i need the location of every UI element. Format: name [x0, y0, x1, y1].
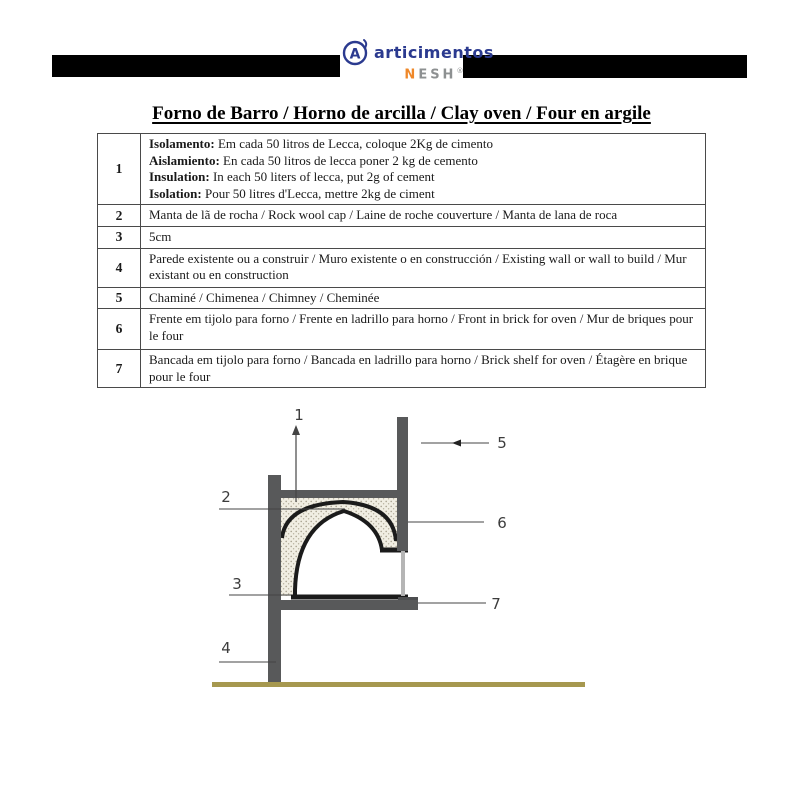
diagram-label-7: 7 [491, 595, 501, 613]
table-row [98, 226, 705, 248]
logo-subbrand-text [404, 63, 463, 83]
logo-subbrand-n: N [404, 67, 419, 83]
table-row [98, 308, 705, 349]
diagram-label-2: 2 [221, 488, 231, 506]
row-number: 5 [98, 288, 141, 309]
arrow-up-icon [292, 425, 300, 435]
top-cap [281, 490, 399, 498]
row1-line-en: Insulation: In each 50 liters of lecca, put 2g of cement [149, 169, 435, 184]
row-content: 5cm [149, 229, 172, 244]
header-bar-left [52, 55, 340, 77]
row-content: Parede existente ou a construir / Muro existente o en construcción / Existing wall or wall to build / Mur existant ou en construction [149, 250, 687, 282]
row-content: Frente em tijolo para forno / Frente en ladrillo para horno / Front in brick for oven / Mur de briques pour le four [149, 311, 694, 343]
diagram-label-1: 1 [294, 406, 304, 424]
ground-line [212, 682, 585, 687]
oven-section-diagram [180, 390, 600, 720]
arrow-left-icon [452, 440, 461, 447]
logo [341, 36, 494, 83]
registered-mark: ® [456, 67, 464, 75]
row-number: 3 [98, 227, 141, 248]
diagram-label-3: 3 [232, 575, 242, 593]
table-row [98, 134, 705, 204]
diagram-label-6: 6 [497, 514, 507, 532]
header-bar-right [463, 55, 747, 78]
row1-line-fr: Isolation: Pour 50 litres d'Lecca, mettre 2kg de ciment [149, 185, 435, 201]
table-row [98, 349, 705, 387]
row-number: 4 [98, 249, 141, 287]
page-title: Forno de Barro / Horno de arcilla / Clay oven / Four en argile [152, 103, 651, 124]
logo-subbrand-esh: ESH [418, 67, 457, 83]
mouth-edge [401, 551, 405, 596]
row1-line-es: Aislamiento: En cada 50 litros de lecca poner 2 kg de cemento [149, 152, 478, 168]
row-content: Manta de lã de rocha / Rock wool cap / Laine de roche couverture / Manta de lana de roca [149, 207, 618, 222]
table-row [98, 248, 705, 287]
row-content [141, 134, 705, 204]
row-content: Bancada em tijolo para forno / Bancada en ladrillo para horno / Brick shelf for oven / Étagère en brique pour le four [149, 352, 688, 384]
logo-brand-text: articimentos [374, 43, 494, 62]
left-wall [268, 475, 281, 683]
chimney-wall [397, 417, 408, 551]
diagram-label-5: 5 [497, 434, 507, 452]
logo-monogram-icon [341, 36, 371, 70]
row-number: 7 [98, 350, 141, 387]
diagram-label-4: 4 [221, 639, 231, 657]
table-row [98, 287, 705, 309]
row-content: Chaminé / Chimenea / Chimney / Cheminée [149, 289, 380, 305]
row-number: 2 [98, 205, 141, 226]
spec-table [97, 133, 706, 388]
logo-monogram-letter: A [349, 46, 361, 63]
brick-bench [281, 600, 418, 610]
row-number: 6 [98, 309, 141, 349]
table-row [98, 204, 705, 226]
row-number: 1 [98, 134, 141, 204]
row1-line-pt: Isolamento: Em cada 50 litros de Lecca, coloque 2Kg de cimento [149, 136, 494, 151]
